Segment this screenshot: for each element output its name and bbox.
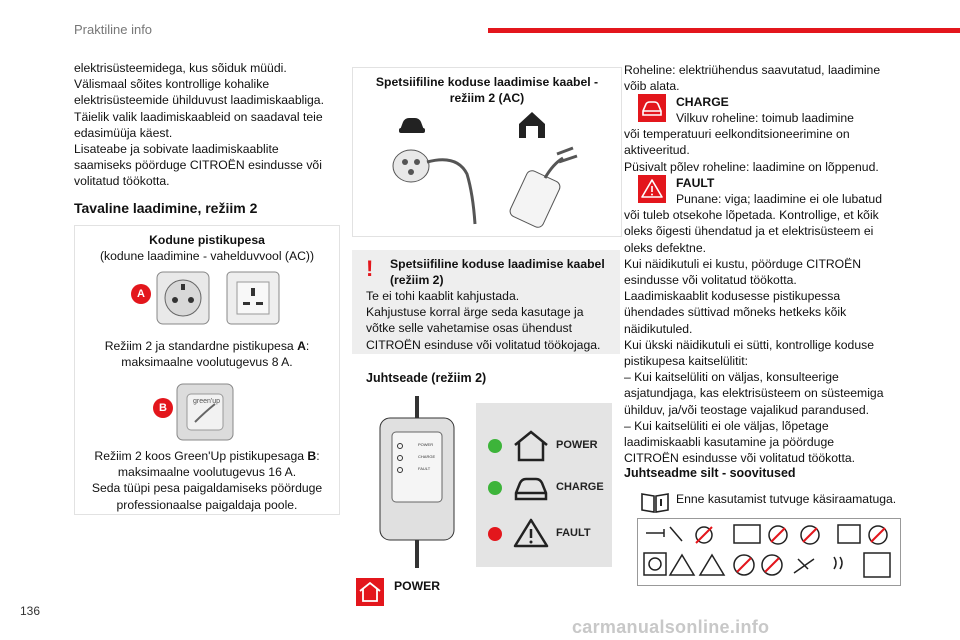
cable-box-title: Spetsiifiline koduse laadimise kaabel - režiim 2 (AC) xyxy=(375,75,599,105)
label-a-marker: A xyxy=(131,284,151,304)
warning-symbols-label xyxy=(637,518,901,586)
home-socket-title: Kodune pistikupesa xyxy=(149,233,265,247)
car-outline-icon xyxy=(512,473,550,503)
charging-cable-illustration xyxy=(387,144,597,230)
watermark: carmanualsonline.info xyxy=(572,617,770,637)
fault-heading: FAULT xyxy=(676,176,715,190)
manual-text: Enne kasutamist tutvuge käsiraamatuga. xyxy=(676,492,897,506)
charge-heading: CHARGE xyxy=(676,95,729,109)
section-title: Tavaline laadimine, režiim 2 xyxy=(74,200,258,216)
device-small-label-power: POWER xyxy=(418,442,434,447)
house-icon xyxy=(517,110,547,140)
power-indicator-dot xyxy=(488,439,502,453)
charge-status-text: Vilkuv roheline: toimub laadimine või temperatuuri eelkonditsioneerimine on aktiveeritud. Püsivalt põlev roheline: laadimine on lõppenud. xyxy=(624,111,879,174)
car-icon xyxy=(397,114,427,136)
home-socket-subtitle: (kodune laadimine - vahelduvvool (AC)) xyxy=(99,249,315,263)
greenup-label: green'up xyxy=(193,398,221,405)
power-house-icon xyxy=(356,578,384,606)
power-heading: POWER xyxy=(394,579,441,593)
greenup-socket-icon xyxy=(175,382,235,442)
exclamation-icon: ! xyxy=(366,256,374,281)
book-icon xyxy=(640,490,670,514)
fault-indicator-dot xyxy=(488,527,502,541)
device-small-label-fault: FAULT xyxy=(418,466,431,471)
header-accent-bar xyxy=(488,28,960,33)
label-b-marker: B xyxy=(153,398,173,418)
house-outline-icon xyxy=(512,429,550,463)
charge-legend-label: CHARGE xyxy=(556,481,604,493)
socket-b-text: Režiim 2 koos Green'Up pistikupesaga B: maksimaalne voolutugevus 16 A. Seda tüüpi pesa paigaldamiseks pöörduge professionaalse paigaldaja poole. xyxy=(91,449,323,512)
page-number: 136 xyxy=(20,604,41,618)
socket-a-icon xyxy=(155,270,211,326)
manual-section-title: Juhtseadme silt - soovitused xyxy=(624,466,796,480)
indicator-legend-panel xyxy=(476,403,612,567)
socket-uk-icon xyxy=(225,270,281,326)
warning-triangle-icon xyxy=(512,517,550,549)
fault-legend-label: FAULT xyxy=(556,527,591,539)
device-small-label-charge: CHARGE xyxy=(418,454,436,459)
green-status-text: Roheline: elektriühendus saavutatud, laadimine võib alata. xyxy=(624,63,881,94)
home-socket-box xyxy=(74,225,340,515)
warning-body: Te ei tohi kaablit kahjustada. Kahjustuse korral ärge seda kasutage ja võtke selle vahetamise osas ühendust CITROËN esinduse või volitatud töökojaga. xyxy=(366,289,601,352)
warning-box xyxy=(352,250,620,354)
socket-a-text: Režiim 2 ja standardne pistikupesa A: maksimaalne voolutugevus 8 A. xyxy=(104,339,310,370)
warning-title: Spetsiifiline koduse laadimise kaabel (režiim 2) xyxy=(390,257,605,288)
device-title: Juhtseade (režiim 2) xyxy=(366,371,487,385)
fault-status-text: Punane: viga; laadimine ei ole lubatud või tuleb otsekohe lõpetada. Kontrollige, et kõik oleks õigesti ühendatud ja et elektrisüsteem ei oleks defektne. Kui näidikutuli ei kustu, pöörduge CITROËN esindusse või volitatud töökotta. Laadimiskaablit kodusesse pistikupessa ühendades süttivad mõneks hetkeks kõik näidikutuled. Kui ükski näidikutuli ei sütti, kontrollige koduse pistikupesa kaitselülitit: – Kui kaitselüliti on väljas, konsulteerige asjatundjaga, kas elektrisüsteem on süsteemiga ühilduv, ja/või teostage vajalikud parandused. – Kui kaitselüliti ei ole väljas, lõpetage laadimiskaabli kasutamine ja pöörduge CITROËN esindusse või volitatud töökotta. xyxy=(624,192,884,466)
power-legend-label: POWER xyxy=(556,439,598,451)
intro-paragraph: elektrisüsteemidega, kus sõiduk müüdi. Välismaal sõites kontrollige kohalike elektrisüsteemide ühilduvust laadimiskaabliga. Täielik valik laadimiskaableid on saadaval teie edasimüüja käest. Lisateabe ja sobivate laadimiskaablite saamiseks pöörduge CITROËN esindusse või volitatud töökotta. xyxy=(74,61,324,189)
running-header: Praktiline info xyxy=(74,22,153,37)
safety-pictograms xyxy=(638,519,900,585)
control-box-illustration xyxy=(372,396,462,568)
charge-indicator-dot xyxy=(488,481,502,495)
cable-box xyxy=(352,67,622,237)
